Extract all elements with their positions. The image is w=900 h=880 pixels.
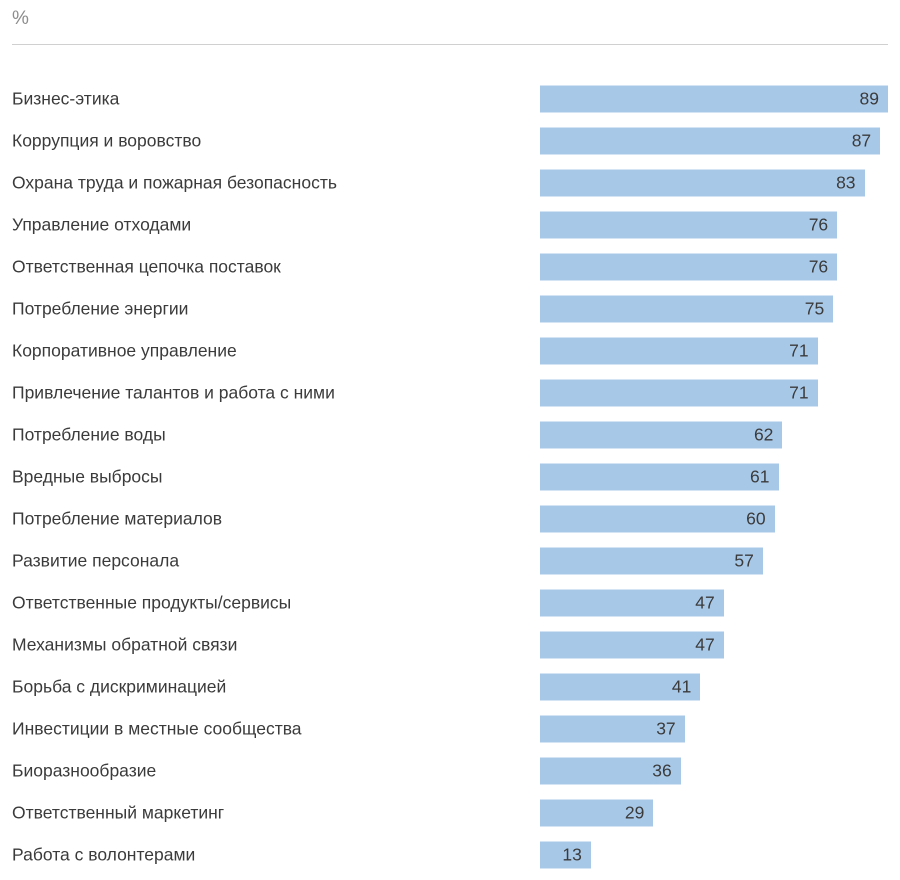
bar-rows-container [0,78,900,876]
bar [540,212,837,239]
bar-value-label: 62 [753,424,774,445]
bar-track [540,170,888,197]
bar-track [540,338,888,365]
bar-value-label: 37 [656,718,676,739]
bar [540,590,724,617]
bar-track [540,506,888,533]
unit-label: % [12,8,30,29]
bar-category-label: Бизнес-этика [12,88,120,109]
bar [540,380,818,407]
bar-value-label: 61 [750,466,770,487]
bar-value-label: 13 [562,844,582,865]
bar-value-label: 41 [671,676,692,697]
bar-value-label: 83 [836,172,856,193]
bar-row [0,540,900,582]
bar-value-label: 87 [851,130,872,151]
bar-category-label: Потребление энергии [12,298,189,319]
bar-row [0,288,900,330]
bar-row [0,204,900,246]
bar-value-label: 76 [808,214,829,235]
bar-row [0,792,900,834]
bar-value-label: 36 [652,760,672,781]
bar-row [0,708,900,750]
bar-track [540,86,888,113]
bar-category-label: Ответственные продукты/сервисы [12,592,292,613]
bar-value-label: 71 [789,340,809,361]
bar-category-label: Управление отходами [12,214,192,235]
bar-track [540,716,888,743]
bar-row [0,246,900,288]
bar-row [0,162,900,204]
bar [540,296,833,323]
bar-value-label: 47 [695,634,715,655]
bar-track [540,842,888,869]
bar-row [0,330,900,372]
bar [540,254,837,281]
bar-value-label: 60 [746,508,766,529]
bar [540,506,775,533]
bar [540,800,653,827]
bar-value-label: 57 [734,550,754,571]
bar [540,548,763,575]
bar-track [540,632,888,659]
bar [540,170,865,197]
bar-category-label: Ответственный маркетинг [12,802,225,823]
bar [540,86,888,113]
bar-row [0,372,900,414]
bar-category-label: Биоразнообразие [12,760,157,781]
bar-track [540,296,888,323]
bar-category-label: Механизмы обратной связи [12,634,238,655]
bar-row [0,582,900,624]
bar-category-label: Вредные выбросы [12,466,163,487]
bar-row [0,666,900,708]
bar-row [0,120,900,162]
bar-row [0,456,900,498]
bar-value-label: 71 [789,382,809,403]
bar-category-label: Ответственная цепочка поставок [12,256,281,277]
bar-value-label: 75 [804,298,825,319]
bar-row [0,750,900,792]
bar-row [0,498,900,540]
bar-category-label: Корпоративное управление [12,340,237,361]
bar-row [0,414,900,456]
bar-track [540,548,888,575]
bar [540,632,724,659]
bar-category-label: Потребление воды [12,424,166,445]
bar [540,338,818,365]
bar-track [540,380,888,407]
bar-category-label: Инвестиции в местные сообщества [12,718,302,739]
bar-category-label: Охрана труда и пожарная безопасность [12,172,337,193]
bar [540,674,700,701]
bar-track [540,212,888,239]
header-divider [12,44,888,45]
bar-row [0,624,900,666]
bar-value-label: 47 [695,592,715,613]
bar-value-label: 76 [808,256,829,277]
bar-value-label: 29 [624,802,645,823]
bar-category-label: Развитие персонала [12,550,180,571]
bar [540,716,685,743]
bar-category-label: Борьба с дискриминацией [12,676,227,697]
bar [540,128,880,155]
bar-value-label: 89 [859,88,879,109]
bar-track [540,800,888,827]
bar-row [0,78,900,120]
bar-track [540,590,888,617]
bar-category-label: Работа с волонтерами [12,844,196,865]
bar-category-label: Потребление материалов [12,508,223,529]
bar-track [540,758,888,785]
bar [540,758,681,785]
bar [540,842,591,869]
bar-track [540,464,888,491]
bar-category-label: Привлечение талантов и работа с ними [12,382,335,403]
bar-category-label: Коррупция и воровство [12,130,202,151]
bar-track [540,674,888,701]
bar-track [540,254,888,281]
bar-track [540,422,888,449]
bar [540,464,779,491]
bar-track [540,128,888,155]
bar [540,422,782,449]
bar-row [0,834,900,876]
